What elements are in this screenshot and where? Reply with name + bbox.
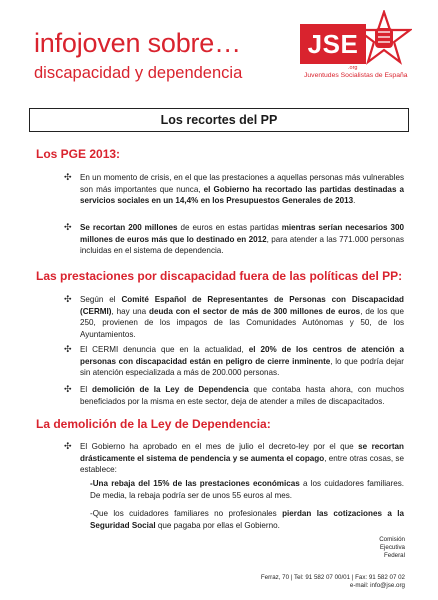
section-heading-prestaciones: Las prestaciones por discapacidad fuera de las políticas del PP: — [36, 269, 403, 283]
page-title: infojoven sobre… — [34, 28, 241, 58]
section2-item-3: El demolición de la Ley de Dependencia que contaba hasta ahora, con muchos beneficiados por la misma en este sector, deja de atender a miles de discapacitados. — [80, 385, 405, 406]
logo-org: .org — [348, 65, 358, 71]
section1-item-2: Se recortan 200 millones de euros en estas partidas mientras serían necesarios 300 millones de euros más que lo destinado en 2012, para atender a las 771.000 personas incluidas en el sistema de dependencia. — [80, 223, 405, 256]
footer-commission-line: Ejecutiva — [379, 544, 405, 551]
logo-subtitle: Juventudes Socialistas de España — [304, 72, 408, 79]
page-subtitle: discapacidad y dependencia — [34, 64, 243, 82]
section3-subitem-1: -Una rebaja del 15% de las prestaciones económicas a los cuidadores familiares. De media, la rebaja podría ser de unos 55 euros al mes. — [90, 479, 404, 500]
bullet-icon: ✣ — [64, 172, 72, 182]
section1-item-1: En un momento de crisis, en el que las prestaciones a aquellas personas más vulnerables son más importantes que nunca, el Gobierno ha recortado las partidas destinadas a servicios sociales en un 14,4% en los Presupuestos Generales de 2013. — [80, 173, 404, 206]
bullet-icon: ✣ — [64, 384, 72, 394]
section3-item-1: El Gobierno ha aprobado en el mes de julio el decreto-ley por el que se recortan drásticamente el sistema de pendencia y se aumenta el copago, entre otras cosas, se establece: — [80, 442, 405, 475]
bullet-icon: ✣ — [64, 294, 72, 304]
document-title: Los recortes del PP — [29, 108, 409, 132]
section2-item-2: El CERMI denuncia que en la actualidad, el 20% de los centros de atención a personas con discapacidad están en peligro de cierre inminente, lo que podría dejar sin atención especializada a más de 200.000 personas. — [80, 345, 404, 378]
bullet-icon: ✣ — [64, 441, 72, 451]
bullet-icon: ✣ — [64, 222, 72, 232]
section-heading-pge: Los PGE 2013: — [36, 147, 121, 161]
section2-item-1: Según el Comité Español de Representantes de Personas con Discapacidad (CERMI), hay una deuda con el sector de más de 300 millones de euros, de los que 250, provienen de los impagos de las Comunidades Autónomas y 50, de los Ayuntamientos. — [80, 295, 405, 339]
jse-logo — [300, 10, 410, 82]
footer-commission-line: Federal — [384, 552, 405, 559]
footer-address: Ferraz, 70 | Tel: 91 582 07 00/01 | Fax: 91 582 07 02 — [260, 574, 405, 581]
footer-commission — [379, 536, 405, 560]
footer-email: e-mail: info@jse.org — [349, 582, 405, 589]
bullet-icon: ✣ — [64, 344, 72, 354]
header — [0, 0, 438, 96]
section-heading-ley-dependencia: La demolición de la Ley de Dependencia: — [36, 417, 271, 431]
footer-commission-line: Comisión — [379, 536, 405, 543]
logo-text: JSE — [300, 24, 366, 64]
section3-subitem-2: -Que los cuidadores familiares no profesionales pierdan las cotizaciones a la Seguridad Social que pagaba por ellas el Gobierno. — [90, 509, 404, 530]
